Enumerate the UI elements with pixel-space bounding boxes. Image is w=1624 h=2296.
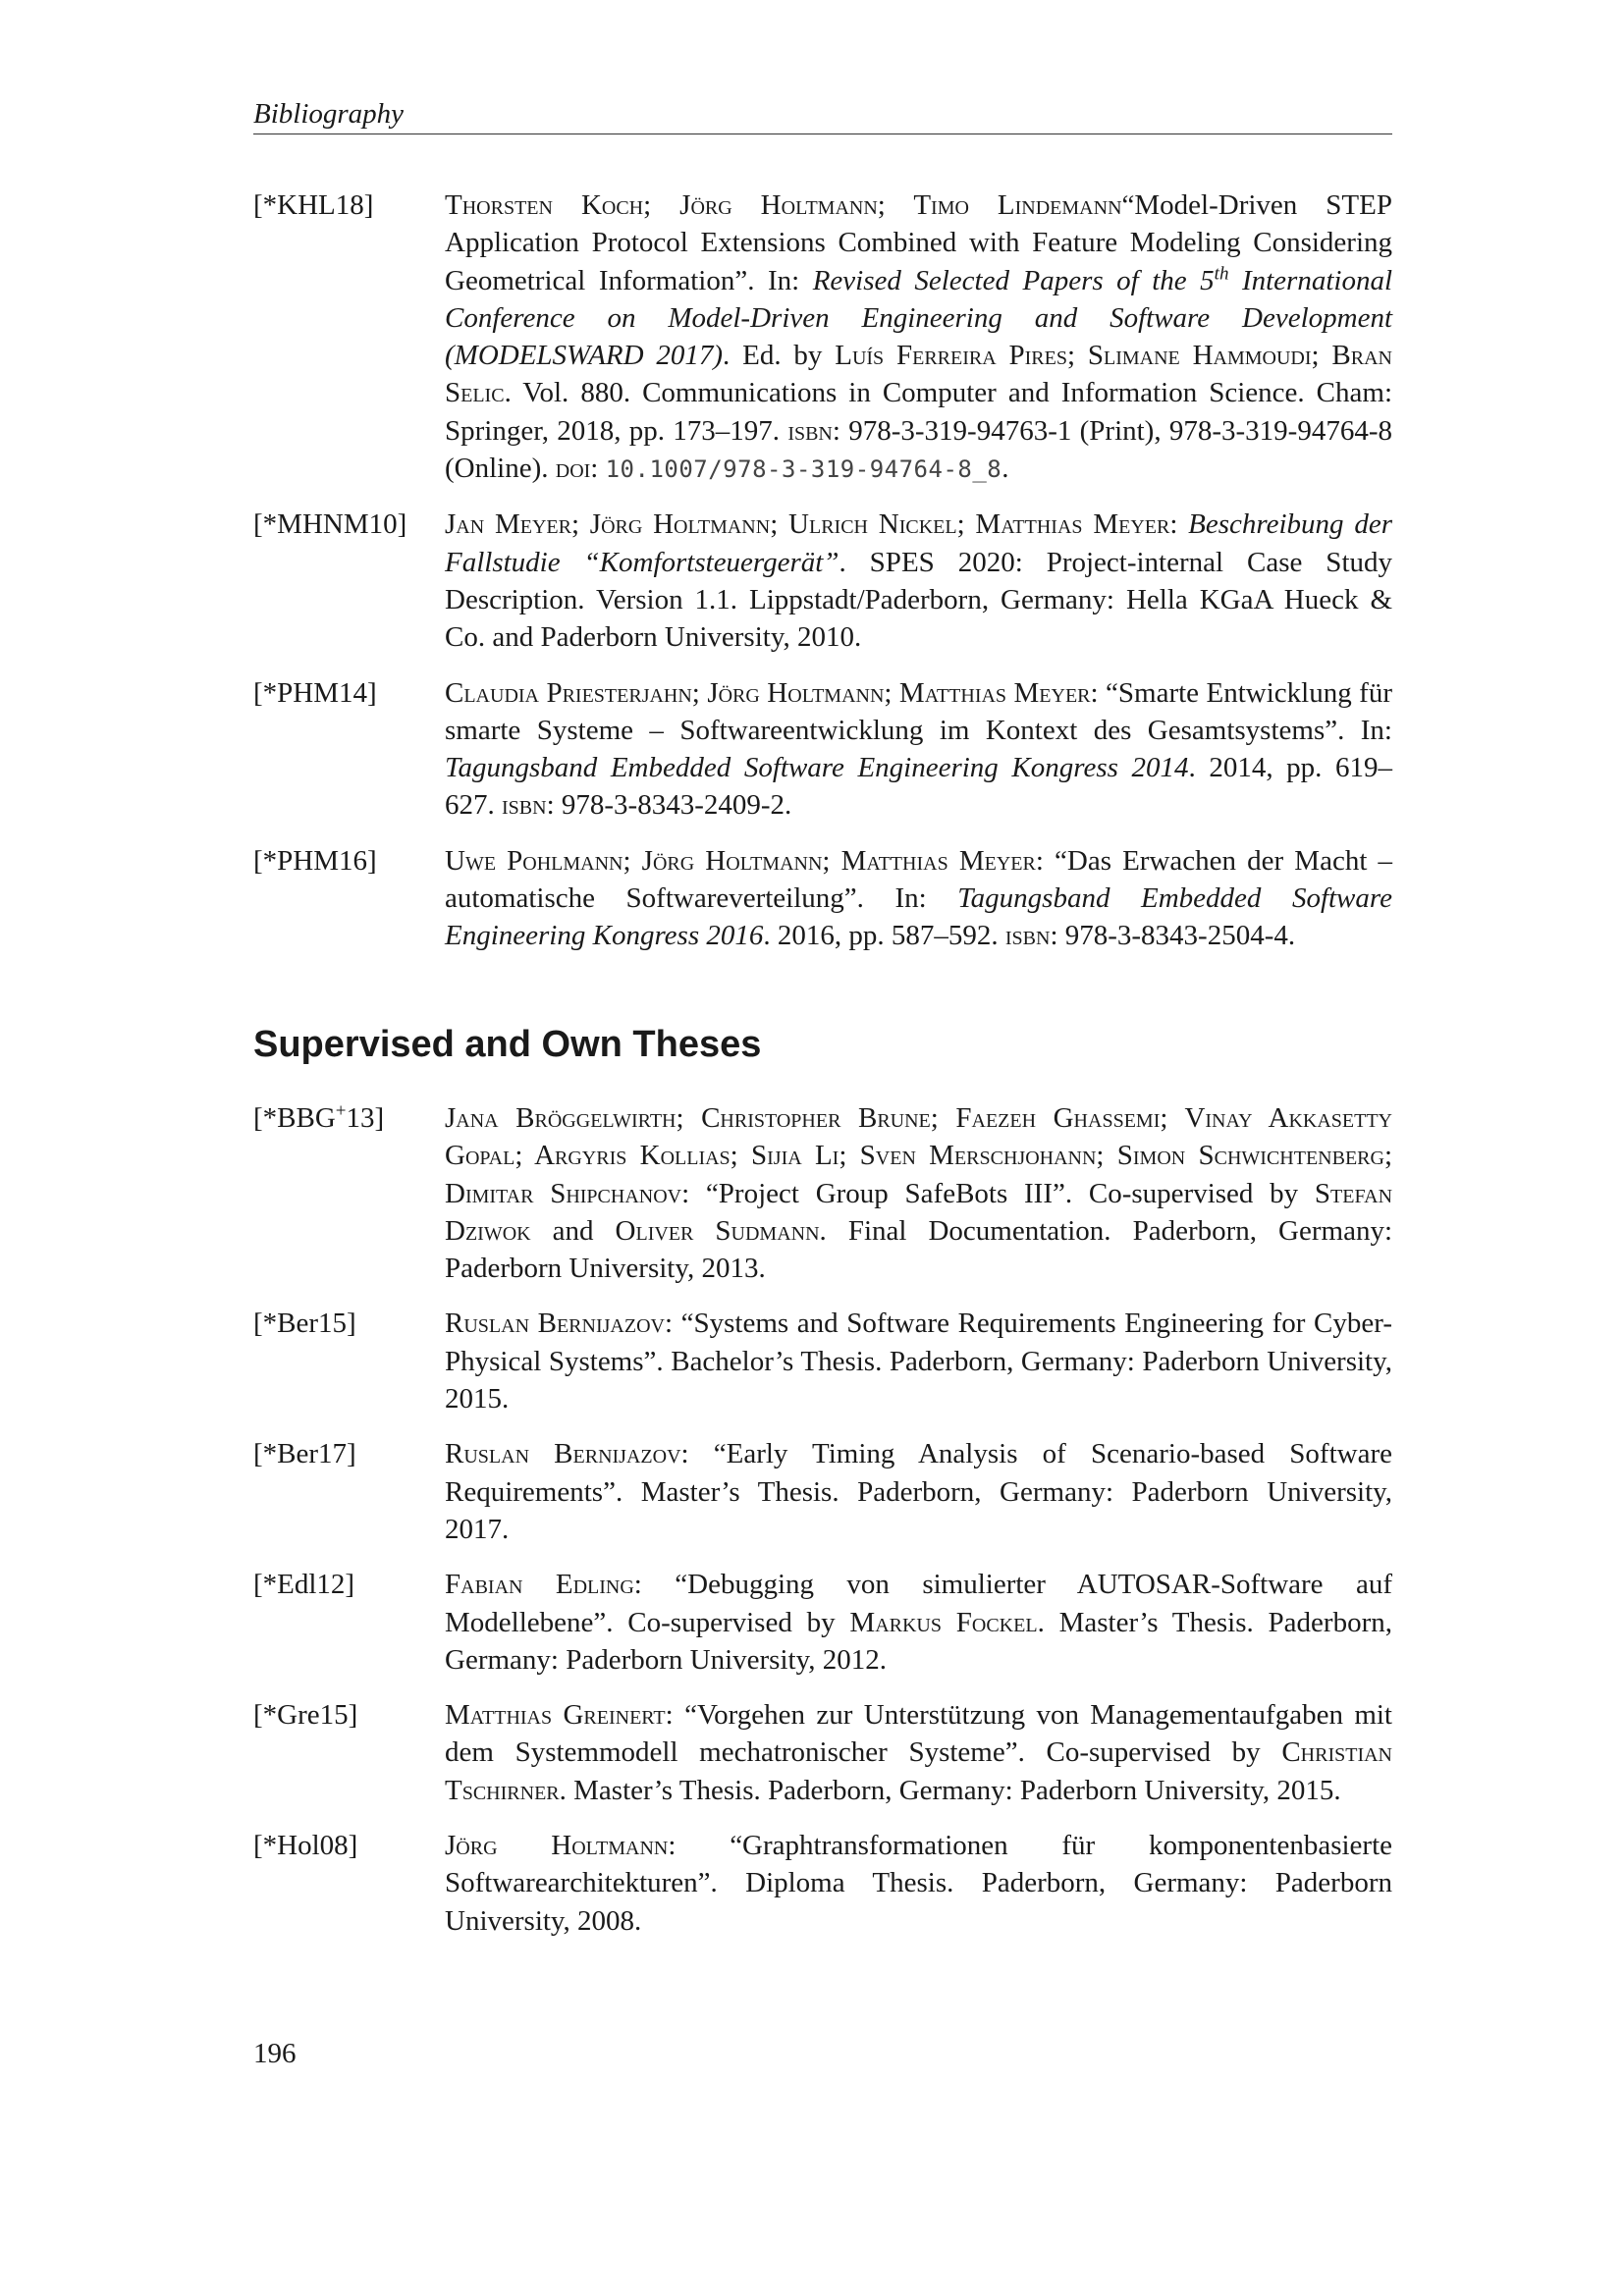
- bib-title: : “Project Group SafeBots III”. Co-supervised by: [681, 1177, 1315, 1209]
- bib-entry-phm14: [253, 674, 1392, 825]
- bib-label: [*Gre15]: [253, 1699, 358, 1732]
- bib-entry-bbg13: [253, 1099, 1392, 1287]
- bib-entry-ber15: [253, 1305, 1392, 1417]
- bib-isbn-label: isbn: [787, 414, 833, 447]
- bib-title: : “Graphtransformationen für komponentenbasierte Softwarearchitekturen”. Diploma Thesis. Paderborn, Germany: Paderborn University, 2008.: [445, 1830, 1392, 1937]
- bib-label: [*PHM16]: [253, 844, 377, 877]
- bib-isbn: : 978-3-8343-2504-4.: [1050, 920, 1296, 952]
- theses-list: [253, 1099, 1392, 1957]
- page-number: 196: [253, 2038, 297, 2069]
- bib-body: [445, 1696, 1392, 1809]
- bib-venue: Tagungsband Embedded Software Engineering Kongress 2014: [445, 752, 1189, 784]
- bib-title: : “Debugging von simulierter AUTOSAR-Software auf Modellebene”. Co-supervised by: [445, 1569, 1392, 1638]
- bib-body: [445, 1305, 1392, 1417]
- bib-details: . 2014, pp. 619–627.: [445, 752, 1392, 822]
- bib-isbn: : 978-3-319-94763-1 (Print), 978-3-319-94764-8 (Online).: [445, 414, 1392, 485]
- bib-details: . 2016, pp. 587–592.: [763, 920, 1005, 952]
- bib-label-pre: [*BBG: [253, 1102, 336, 1134]
- bib-title: : “Early Timing Analysis of Scenario-based Software Requirements”. Master’s Thesis. Paderborn, Germany: Paderborn University, 2017.: [445, 1438, 1392, 1545]
- bib-isbn-label: isbn: [502, 789, 547, 822]
- bib-doi-link[interactable]: 10.1007/978-3-319-94764-8_8: [605, 455, 1002, 484]
- bib-body: [445, 674, 1392, 825]
- bib-title: : “Smarte Entwicklung für smarte Systeme – Softwareentwicklung im Kontext des Gesamtsystems”. In:: [445, 676, 1392, 746]
- bib-authors: Matthias Greinert: [445, 1699, 666, 1732]
- bib-label: [*Hol08]: [253, 1830, 358, 1862]
- bib-details: . SPES 2020: Project-internal Case Study Description. Version 1.1. Lippstadt/Paderborn, Germany: Hella KGaA Hueck & Co. and Paderborn University, 2010.: [445, 546, 1392, 654]
- bib-label: [*Ber15]: [253, 1308, 356, 1340]
- bib-entry-ber17: [253, 1435, 1392, 1548]
- bib-venue-sup: th: [1214, 262, 1229, 284]
- bib-title: : “Systems and Software Requirements Engineering for Cyber-Physical Systems”. Bachelor’s Thesis. Paderborn, Germany: Paderborn University, 2015.: [445, 1308, 1392, 1415]
- bib-label-post: 13]: [346, 1102, 385, 1134]
- bib-body: [445, 506, 1392, 656]
- bib-isbn: : 978-3-8343-2409-2.: [546, 789, 792, 822]
- bib-body: [445, 1099, 1392, 1287]
- bib-authors: Jana Bröggelwirth; Christopher Brune; Faezeh Ghassemi; Vinay Akkasetty Gopal; Argyris Kollias; Sijia Li; Sven Merschjohann; Simon Schwichtenberg; Dimitar Shipchanov: [445, 1102, 1392, 1209]
- bib-label-sup: +: [335, 1100, 347, 1122]
- bib-editors: Luís Ferreira Pires; Slimane Hammoudi; Bran Selic: [445, 340, 1392, 409]
- bib-title: : “Vorgehen zur Unterstützung von Managementaufgaben mit dem Systemmodell mechatronischer Systeme”. Co-supervised by: [445, 1699, 1392, 1769]
- bib-title: Beschreibung der Fallstudie “Komfortsteuergerät”: [445, 508, 1392, 578]
- bib-label: [*KHL18]: [253, 189, 374, 221]
- bib-ed-pre: . Ed. by: [723, 340, 836, 372]
- bib-details: . Master’s Thesis. Paderborn, Germany: Paderborn University, 2012.: [445, 1606, 1392, 1676]
- bib-entry-gre15: [253, 1696, 1392, 1809]
- bib-body: [445, 187, 1392, 488]
- bib-doi-sep: :: [590, 453, 606, 485]
- bib-details: . Master’s Thesis. Paderborn, Germany: Paderborn University, 2015.: [559, 1774, 1341, 1806]
- bib-entry-edl12: [253, 1566, 1392, 1679]
- bib-supervisor: Markus Fockel: [849, 1606, 1038, 1638]
- bib-venue: Tagungsband Embedded Software Engineering Kongress 2016: [445, 882, 1392, 952]
- bib-supervisor: Stefan Dziwok: [445, 1177, 1393, 1247]
- bib-details: . Vol. 880. Communications in Computer and Information Science. Cham: Springer, 2018, pp. 173–197.: [445, 377, 1392, 447]
- bib-label: [*PHM14]: [253, 676, 377, 709]
- bib-venue-post: International Conference on Model-Driven Engineering and Software Development (MODELSWARD 2017): [445, 264, 1393, 372]
- bib-authors: Ruslan Bernijazov: [445, 1438, 681, 1470]
- bib-body: [445, 842, 1392, 955]
- running-head: Bibliography: [253, 96, 1392, 134]
- bib-entry-mhnm10: [253, 506, 1392, 656]
- bib-authors: Thorsten Koch; Jörg Holtmann; Timo Lindemann: [445, 189, 1122, 221]
- bib-authors: Jörg Holtmann: [445, 1830, 669, 1862]
- bib-title: “Model-Driven STEP Application Protocol Extensions Combined with Feature Modeling Considering Geometrical Information”. In:: [445, 189, 1392, 296]
- bib-isbn-label: isbn: [1004, 920, 1051, 952]
- bib-sep: :: [1169, 508, 1189, 541]
- bib-entry-hol08: [253, 1827, 1392, 1940]
- section-heading: Supervised and Own Theses: [253, 1024, 762, 1065]
- bib-venue-pre: Revised Selected Papers of the 5: [812, 264, 1215, 296]
- bib-details: . Final Documentation. Paderborn, Germany: Paderborn University, 2013.: [445, 1214, 1393, 1285]
- bib-authors: Jan Meyer; Jörg Holtmann; Ulrich Nickel; Matthias Meyer: [445, 508, 1170, 541]
- bib-body: [445, 1435, 1392, 1548]
- bib-label: [253, 1099, 445, 1287]
- bib-authors: Claudia Priesterjahn; Jörg Holtmann; Matthias Meyer: [445, 676, 1091, 709]
- bib-label: [*MHNM10]: [253, 508, 407, 541]
- bib-authors: Ruslan Bernijazov: [445, 1308, 665, 1340]
- bib-body: [445, 1827, 1392, 1940]
- bib-body: [445, 1566, 1392, 1679]
- bib-end: .: [1001, 453, 1009, 485]
- bib-authors: Uwe Pohlmann; Jörg Holtmann; Matthias Meyer: [445, 844, 1036, 877]
- publications-list: [253, 187, 1392, 973]
- bib-title: : “Das Erwachen der Macht – automatische Softwareverteilung”. In:: [445, 844, 1392, 915]
- bib-entry-khl18: [253, 187, 1392, 488]
- bib-supervisor: Christian Tschirner: [445, 1736, 1392, 1806]
- bib-and: and: [530, 1214, 616, 1247]
- bib-doi-label: doi: [555, 453, 591, 485]
- bib-label: [*Ber17]: [253, 1438, 356, 1470]
- bib-label: [*Edl12]: [253, 1569, 355, 1601]
- bib-authors: Fabian Edling: [445, 1569, 634, 1601]
- bib-entry-phm16: [253, 842, 1392, 955]
- bib-supervisor: Oliver Sudmann: [615, 1214, 820, 1247]
